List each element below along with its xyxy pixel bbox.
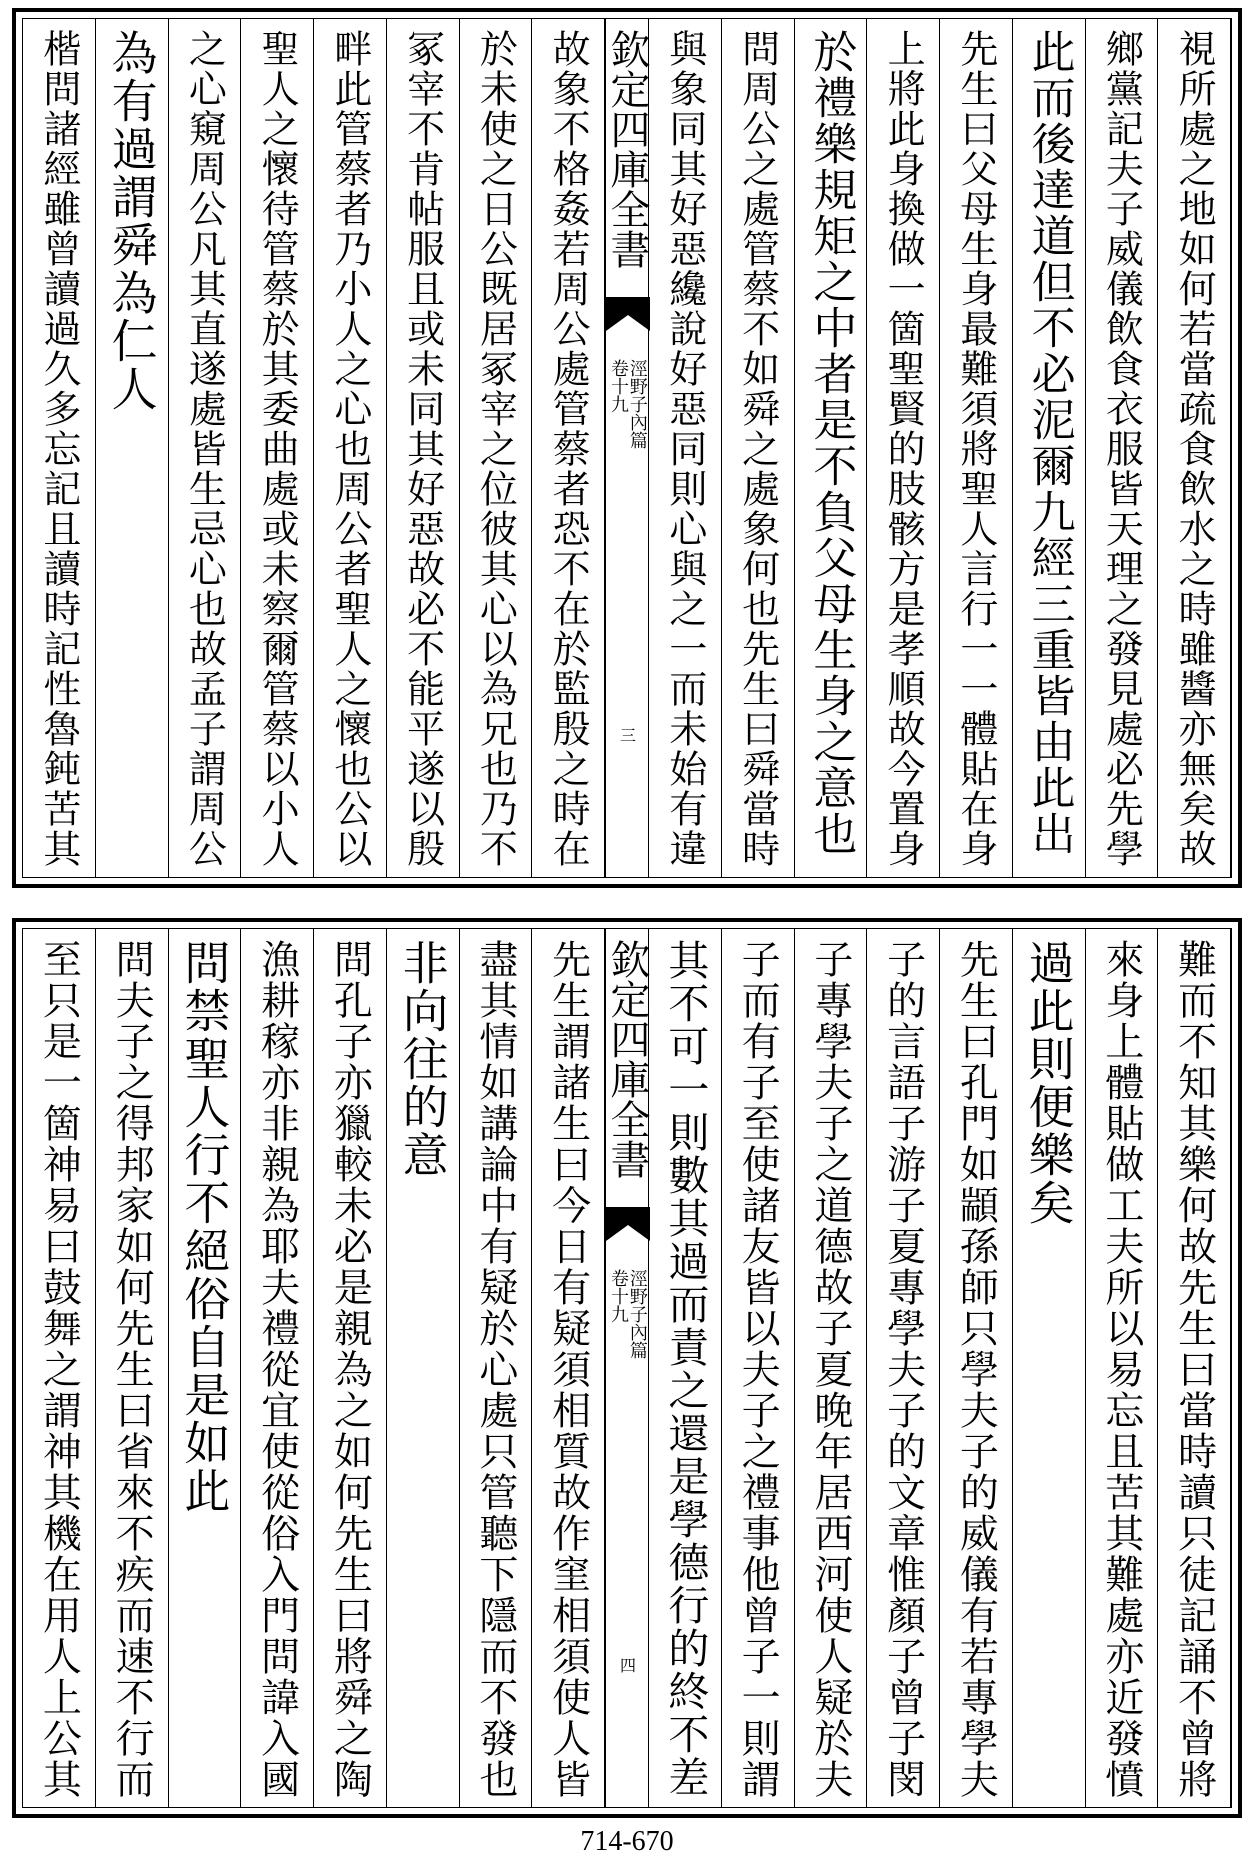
text-column (96, 929, 169, 1807)
column-text: 畔此管蔡者乃小人之心也周公者聖人之懷也公以 (327, 29, 372, 869)
leaf-number: 三 (617, 727, 637, 743)
book-volume-label (608, 359, 646, 449)
text-column (241, 19, 314, 877)
center-margin-column (605, 929, 649, 1807)
page-footer-number: 714-670 (580, 1826, 674, 1857)
column-text: 於未使之日公既居冢宰之位彼其心以為兄也乃不 (473, 29, 518, 869)
text-column (532, 19, 605, 877)
column-text: 故象不格姦若周公處管蔡者恐不在於監殷之時在 (546, 29, 591, 869)
text-column (96, 19, 169, 877)
column-text: 問夫子之得邦家如何先生曰省來不疾而速不行而 (109, 939, 155, 1800)
column-text: 至只是一箇神易曰鼓舞之謂神其機在用人上公其 (36, 939, 82, 1800)
text-column (795, 19, 868, 877)
text-column (1158, 929, 1231, 1807)
column-text: 問周公之處管蔡不如舜之處象何也先生曰舜當時 (735, 29, 780, 869)
book-title: 涇野子內篇 (626, 359, 648, 449)
text-column (867, 929, 940, 1807)
column-text: 難而不知其樂何故先生曰當時讀只徒記誦不曾將 (1171, 939, 1217, 1800)
column-text: 視所處之地如何若當疏食飲水之時雖醬亦無矣故 (1172, 29, 1217, 869)
center-margin-column (605, 19, 649, 877)
column-text: 過此則便樂矣 (1021, 939, 1076, 1227)
column-text: 其不可一則數其過而責之還是學德行的終不差 (661, 939, 710, 1799)
text-column (314, 19, 387, 877)
text-column (795, 929, 868, 1807)
column-text: 為有過謂舜為仁人 (104, 29, 159, 413)
text-column (940, 929, 1013, 1807)
column-text: 非向往的意 (395, 939, 450, 1179)
text-column (23, 929, 96, 1807)
text-column (1013, 19, 1086, 877)
column-text: 子專學夫子之道德故子夏晚年居西河使人疑於夫 (807, 939, 853, 1800)
bottom-page-frame (22, 928, 1232, 1808)
bottom-page (12, 918, 1242, 1818)
book-title: 涇野子內篇 (626, 1269, 648, 1359)
text-column (241, 929, 314, 1807)
text-column (532, 929, 605, 1807)
column-text: 盡其情如講論中有疑於心處只管聽下隱而不發也 (472, 939, 518, 1800)
column-text: 冢宰不肯帖服且或未同其好惡故必不能平遂以殷 (400, 29, 445, 869)
text-column (387, 929, 460, 1807)
text-column (867, 19, 940, 877)
column-text: 楷問諸經雖曾讀過久多忘記且讀時記性魯鈍苦其 (36, 29, 81, 869)
fish-tail-mark-icon (606, 297, 650, 333)
column-text: 先生謂諸生曰今日有疑須相質故作窐相須使人皆 (545, 939, 591, 1800)
volume-label: 卷十九 (608, 1269, 629, 1323)
text-column (649, 19, 722, 877)
column-text: 先生曰父母生身最難須將聖人言行一一體貼在身 (953, 29, 998, 869)
column-text: 此而後達道但不必泥爾九經三重皆由此出 (1023, 29, 1075, 857)
column-text: 鄉黨記夫子威儀飲食衣服皆天理之發見處必先學 (1099, 29, 1144, 869)
text-column (1013, 929, 1086, 1807)
column-text: 於禮樂規矩之中者是不負父母生身之意也 (805, 29, 857, 857)
text-column (722, 19, 795, 877)
column-text: 上將此身換做一箇聖賢的肢骸方是孝順故今置身 (881, 29, 926, 869)
text-column (940, 19, 1013, 877)
column-text: 之心窺周公凡其直遂處皆生忌心也故孟子謂周公 (182, 29, 227, 869)
text-column (1086, 19, 1159, 877)
column-text: 先生曰孔門如顓孫師只學夫子的威儀有若專學夫 (953, 939, 999, 1800)
column-text: 子的言語子游子夏專學夫子的文章惟顏子曾子閔 (880, 939, 926, 1800)
column-text: 來身上體貼做工夫所以易忘且苦其難處亦近發憤 (1098, 939, 1144, 1800)
column-text: 漁耕稼亦非親為耶夫禮從宜使從俗入門問諱入國 (254, 939, 300, 1800)
text-column (169, 929, 242, 1807)
text-column (460, 19, 533, 877)
column-text: 問禁聖人行不絕俗自是如此 (177, 939, 232, 1515)
column-text: 子而有子至使諸友皆以夫子之禮事他曾子一則謂 (735, 939, 781, 1800)
text-column (1158, 19, 1231, 877)
top-page-frame (22, 18, 1232, 878)
text-column (1086, 929, 1159, 1807)
text-column (314, 929, 387, 1807)
collection-title: 欽定四庫全書 (604, 939, 650, 1179)
text-column (23, 19, 96, 877)
volume-label: 卷十九 (608, 359, 629, 413)
top-page (12, 8, 1242, 888)
collection-title: 欽定四庫全書 (604, 29, 650, 269)
column-text: 與象同其好惡纔說好惡同則心與之一而未始有違 (662, 29, 707, 869)
text-column (460, 929, 533, 1807)
text-column (387, 19, 460, 877)
text-column (649, 929, 722, 1807)
leaf-number: 四 (617, 1657, 637, 1673)
text-column (169, 19, 242, 877)
column-text: 聖人之懷待管蔡於其委曲處或未察爾管蔡以小人 (255, 29, 300, 869)
fish-tail-mark-icon (606, 1207, 650, 1243)
column-text: 問孔子亦獵較未必是親為之如何先生曰將舜之陶 (327, 939, 373, 1800)
book-volume-label (608, 1269, 646, 1359)
text-column (722, 929, 795, 1807)
